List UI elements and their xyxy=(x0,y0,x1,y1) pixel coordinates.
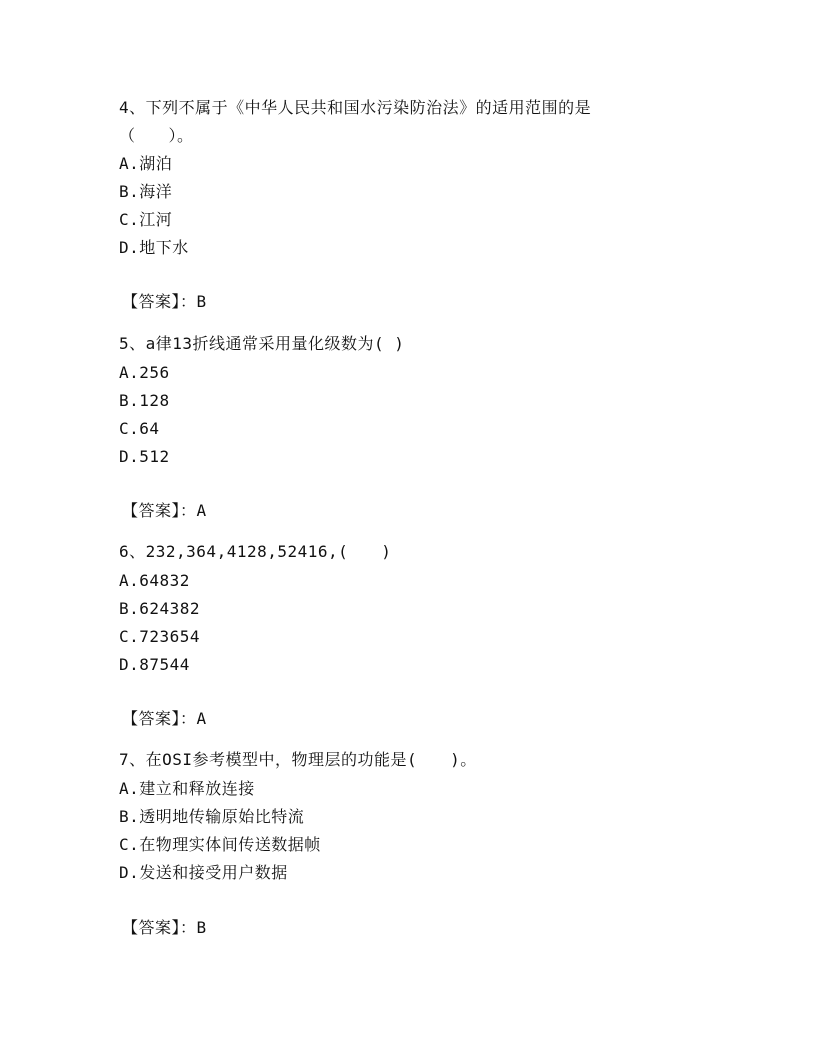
question-6-option-a: A.64832 xyxy=(119,571,190,590)
question-5-option-c: C.64 xyxy=(119,419,160,438)
question-6-stem: 6、232,364,4128,52416,( ) xyxy=(119,542,392,561)
question-7-option-c: C.在物理实体间传送数据帧 xyxy=(119,835,321,854)
question-4-option-c: C.江河 xyxy=(119,210,173,229)
question-5-stem: 5、a律13折线通常采用量化级数为( ) xyxy=(119,334,405,353)
question-7-stem: 7、在OSI参考模型中，物理层的功能是( )。 xyxy=(119,750,477,769)
question-5-answer: 【答案】：A xyxy=(122,501,207,520)
question-7-option-b: B.透明地传输原始比特流 xyxy=(119,807,305,826)
question-6-option-b: B.624382 xyxy=(119,599,201,618)
question-4-option-d: D.地下水 xyxy=(119,238,189,257)
question-5-option-a: A.256 xyxy=(119,363,170,382)
question-4-answer: 【答案】：B xyxy=(122,292,207,311)
question-4-option-b: B.海洋 xyxy=(119,182,173,201)
question-4-option-a: A.湖泊 xyxy=(119,154,173,173)
question-6-answer: 【答案】：A xyxy=(122,709,207,728)
question-7-answer: 【答案】：B xyxy=(122,918,207,937)
question-5-option-d: D.512 xyxy=(119,447,170,466)
question-6-option-d: D.87544 xyxy=(119,655,190,674)
question-4-stem: 4、下列不属于《中华人民共和国水污染防治法》的适用范围的是 xyxy=(119,98,592,117)
question-7-option-d: D.发送和接受用户数据 xyxy=(119,863,288,882)
question-4-stem-continued: （ ）。 xyxy=(119,126,194,145)
question-6-option-c: C.723654 xyxy=(119,627,201,646)
question-5-option-b: B.128 xyxy=(119,391,170,410)
question-7-option-a: A.建立和释放连接 xyxy=(119,779,255,798)
